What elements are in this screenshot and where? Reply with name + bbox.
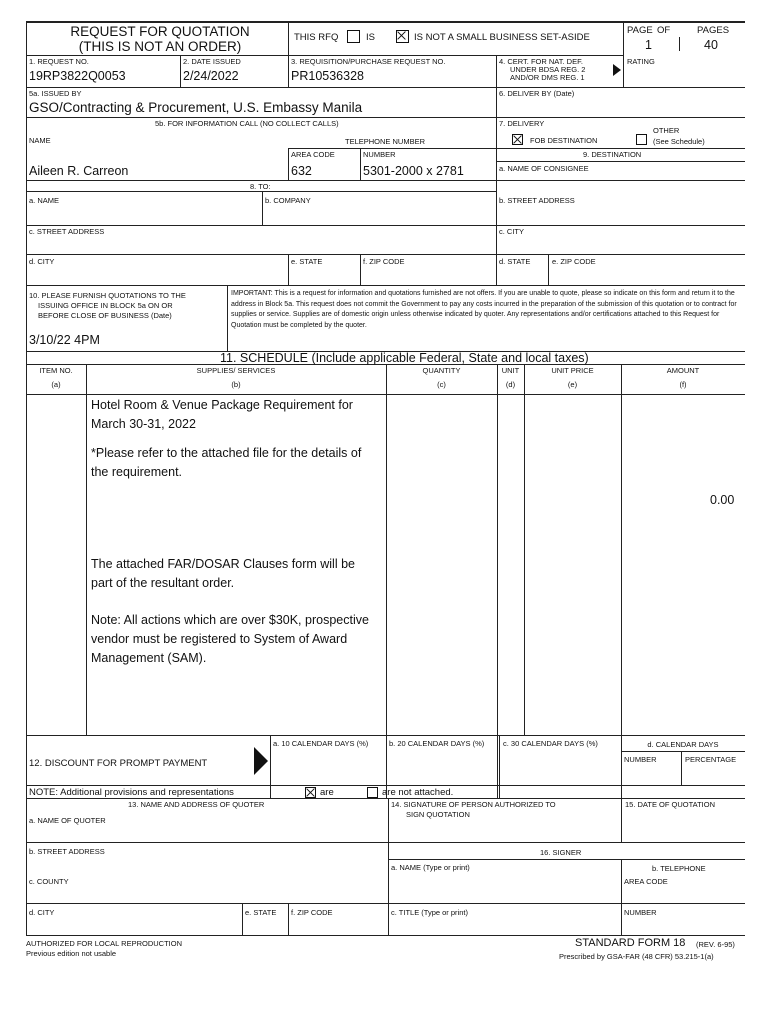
discount-percentage-label: PERCENTAGE: [685, 755, 737, 764]
to-company-label: b. COMPANY: [265, 196, 311, 205]
name-label: NAME: [29, 136, 51, 145]
cert-arrow-icon: [613, 64, 621, 76]
requisition-label: 3. REQUISITION/PURCHASE REQUEST NO.: [291, 57, 446, 66]
contact-name: Aileen R. Carreon: [29, 164, 129, 178]
this-rfq-label: THIS RFQ: [294, 32, 339, 43]
request-no: 19RP3822Q0053: [29, 69, 126, 83]
block10-line2: ISSUING OFFICE IN BLOCK 5a ON OR: [38, 301, 173, 310]
quotation-due-date: 3/10/22 4PM: [29, 333, 100, 347]
issued-by-value: GSO/Contracting & Procurement, U.S. Embassy Manila: [29, 100, 363, 115]
schedule-desc-1: Hotel Room & Venue Package Requirement for March 30-31, 2022: [91, 398, 353, 431]
date-issued: 2/24/2022: [183, 69, 239, 83]
quoter-county-label: c. COUNTY: [29, 877, 69, 886]
schedule-desc-3: The attached FAR/DOSAR Clauses form will be part of the resultant order.: [91, 557, 355, 590]
signer-telephone-label: b. TELEPHONE: [652, 864, 706, 873]
discount-days-label: d. CALENDAR DAYS: [647, 740, 719, 749]
pages-label: PAGES: [697, 25, 730, 36]
col-amount-header: AMOUNT: [666, 366, 700, 375]
are-attached-checkbox[interactable]: [305, 787, 316, 798]
quoter-header: 13. NAME AND ADDRESS OF QUOTER: [128, 800, 265, 809]
schedule-desc-4: Note: All actions which are over $30K, prospective vendor must be registered to System of Award Management (SAM).: [91, 613, 369, 665]
col-d-sub: (d): [505, 380, 516, 389]
signer-title-label: c. TITLE (Type or print): [391, 908, 468, 917]
form-subtitle: (THIS IS NOT AN ORDER): [78, 39, 242, 54]
footer-rev: (REV. 6-95): [696, 940, 735, 949]
signature-label-2: SIGN QUOTATION: [406, 810, 470, 819]
to-name-label: a. NAME: [29, 196, 60, 205]
discount-number-label: NUMBER: [624, 755, 657, 764]
col-qty-header: QUANTITY: [422, 366, 461, 375]
col-b-sub: (b): [231, 380, 241, 389]
footer-auth: AUTHORIZED FOR LOCAL REPRODUCTION: [26, 939, 182, 948]
contact-number: 5301-2000 x 2781: [363, 164, 464, 178]
quoter-state-label: e. STATE: [245, 908, 277, 917]
col-c-sub: (c): [437, 380, 446, 389]
is-set-aside-checkbox[interactable]: [347, 30, 360, 43]
deliver-by-label: 6. DELIVER BY (Date): [499, 89, 575, 98]
are-label: are: [320, 787, 334, 798]
is-not-set-aside-checkbox[interactable]: [396, 30, 409, 43]
footer-std-form: STANDARD FORM 18: [575, 937, 686, 949]
to-state-label: e. STATE: [291, 257, 323, 266]
cert-label-3: AND/OR DMS REG. 1: [510, 73, 585, 82]
to-label: 8. TO:: [250, 182, 271, 191]
discount-30-label: c. 30 CALENDAR DAYS (%): [503, 739, 598, 748]
col-e-sub: (e): [567, 380, 578, 389]
cert-label-2: UNDER BDSA REG. 2: [510, 65, 586, 74]
dest-zip-label: e. ZIP CODE: [552, 257, 596, 266]
amount-value: 0.00: [710, 493, 735, 507]
page-value: 1: [645, 38, 652, 52]
dest-street-label: b. STREET ADDRESS: [499, 196, 575, 205]
other-checkbox[interactable]: [636, 134, 647, 145]
number-label: NUMBER: [363, 150, 396, 159]
note-text: NOTE: Additional provisions and representations: [29, 787, 234, 798]
dest-city-label: c. CITY: [499, 227, 525, 236]
footer-prev: Previous edition not usable: [26, 949, 117, 958]
telephone-label: TELEPHONE NUMBER: [345, 137, 426, 146]
quoter-name-label: a. NAME OF QUOTER: [29, 816, 106, 825]
footer-prescribed: Prescribed by GSA-FAR (48 CFR) 53.215-1(a): [559, 952, 714, 961]
form-title: REQUEST FOR QUOTATION: [70, 24, 250, 39]
discount-20-label: b. 20 CALENDAR DAYS (%): [389, 739, 485, 748]
fob-destination-label: FOB DESTINATION: [530, 136, 598, 145]
schedule-title: 11. SCHEDULE (Include applicable Federal, State and local taxes): [220, 351, 589, 365]
requisition-no: PR10536328: [291, 69, 364, 83]
rating-label: RATING: [627, 57, 655, 66]
destination-label: 9. DESTINATION: [583, 150, 642, 159]
col-unit-header: UNIT: [501, 366, 520, 375]
discount-label: 12. DISCOUNT FOR PROMPT PAYMENT: [29, 758, 208, 769]
issued-by-label: 5a. ISSUED BY: [29, 89, 82, 98]
are-not-label: are not attached.: [382, 787, 454, 798]
date-issued-label: 2. DATE ISSUED: [183, 57, 241, 66]
signer-area-code-label: AREA CODE: [624, 877, 668, 886]
signer-label: 16. SIGNER: [540, 848, 582, 857]
are-not-attached-checkbox[interactable]: [367, 787, 378, 798]
cert-label-1: 4. CERT. FOR NAT. DEF.: [499, 57, 583, 66]
col-f-sub: (f): [679, 380, 687, 389]
area-code-label: AREA CODE: [291, 150, 335, 159]
signer-number-label: NUMBER: [624, 908, 657, 917]
discount-10-label: a. 10 CALENDAR DAYS (%): [273, 739, 369, 748]
of-label: OF: [657, 25, 671, 36]
to-zip-label: f. ZIP CODE: [363, 257, 405, 266]
schedule-desc-2: *Please refer to the attached file for the details of the requirement.: [91, 446, 362, 479]
important-notice: IMPORTANT: This is a request for information and quotations furnished are not offers. If you are unable to quote, please so indicate on this form and return it to the address in Block 5a. This request does not commit the Government to pay any costs incurred in the preparation of the submission of this quotation or to contract for supplies or service. Supplies are of domestic origin unless otherwise indicated by quoter. Any representations and/or certifications attached to this Request for Quotation must be completed by the quoter.: [231, 290, 737, 329]
info-call-label: 5b. FOR INFORMATION CALL (NO COLLECT CALLS): [155, 119, 339, 128]
quoter-city-label: d. CITY: [29, 908, 55, 917]
consignee-label: a. NAME OF CONSIGNEE: [499, 164, 589, 173]
to-city-label: d. CITY: [29, 257, 55, 266]
quoter-street-label: b. STREET ADDRESS: [29, 847, 105, 856]
date-of-quotation-label: 15. DATE OF QUOTATION: [625, 800, 716, 809]
quoter-zip-label: f. ZIP CODE: [291, 908, 333, 917]
is-not-label: IS NOT A SMALL BUSINESS SET-ASIDE: [414, 32, 590, 43]
dest-state-label: d. STATE: [499, 257, 531, 266]
col-a-sub: (a): [51, 380, 61, 389]
col-price-header: UNIT PRICE: [551, 366, 594, 375]
see-schedule-label: (See Schedule): [653, 137, 705, 146]
pages-value: 40: [704, 38, 718, 52]
signature-label-1: 14. SIGNATURE OF PERSON AUTHORIZED TO: [391, 800, 556, 809]
is-label: IS: [366, 32, 375, 43]
delivery-label: 7. DELIVERY: [499, 119, 545, 128]
col-item-header: ITEM NO.: [39, 366, 73, 375]
request-no-label: 1. REQUEST NO.: [29, 57, 89, 66]
to-street-label: c. STREET ADDRESS: [29, 227, 105, 236]
block10-line3: BEFORE CLOSE OF BUSINESS (Date): [38, 311, 172, 320]
other-label: OTHER: [653, 126, 680, 135]
page-label: PAGE: [627, 25, 653, 36]
contact-area-code: 632: [291, 164, 312, 178]
col-supplies-header: SUPPLIES/ SERVICES: [196, 366, 276, 375]
block10-line1: 10. PLEASE FURNISH QUOTATIONS TO THE: [29, 291, 186, 300]
discount-arrow-icon: [254, 747, 268, 775]
fob-destination-checkbox[interactable]: [512, 134, 523, 145]
signer-name-label: a. NAME (Type or print): [391, 863, 470, 872]
